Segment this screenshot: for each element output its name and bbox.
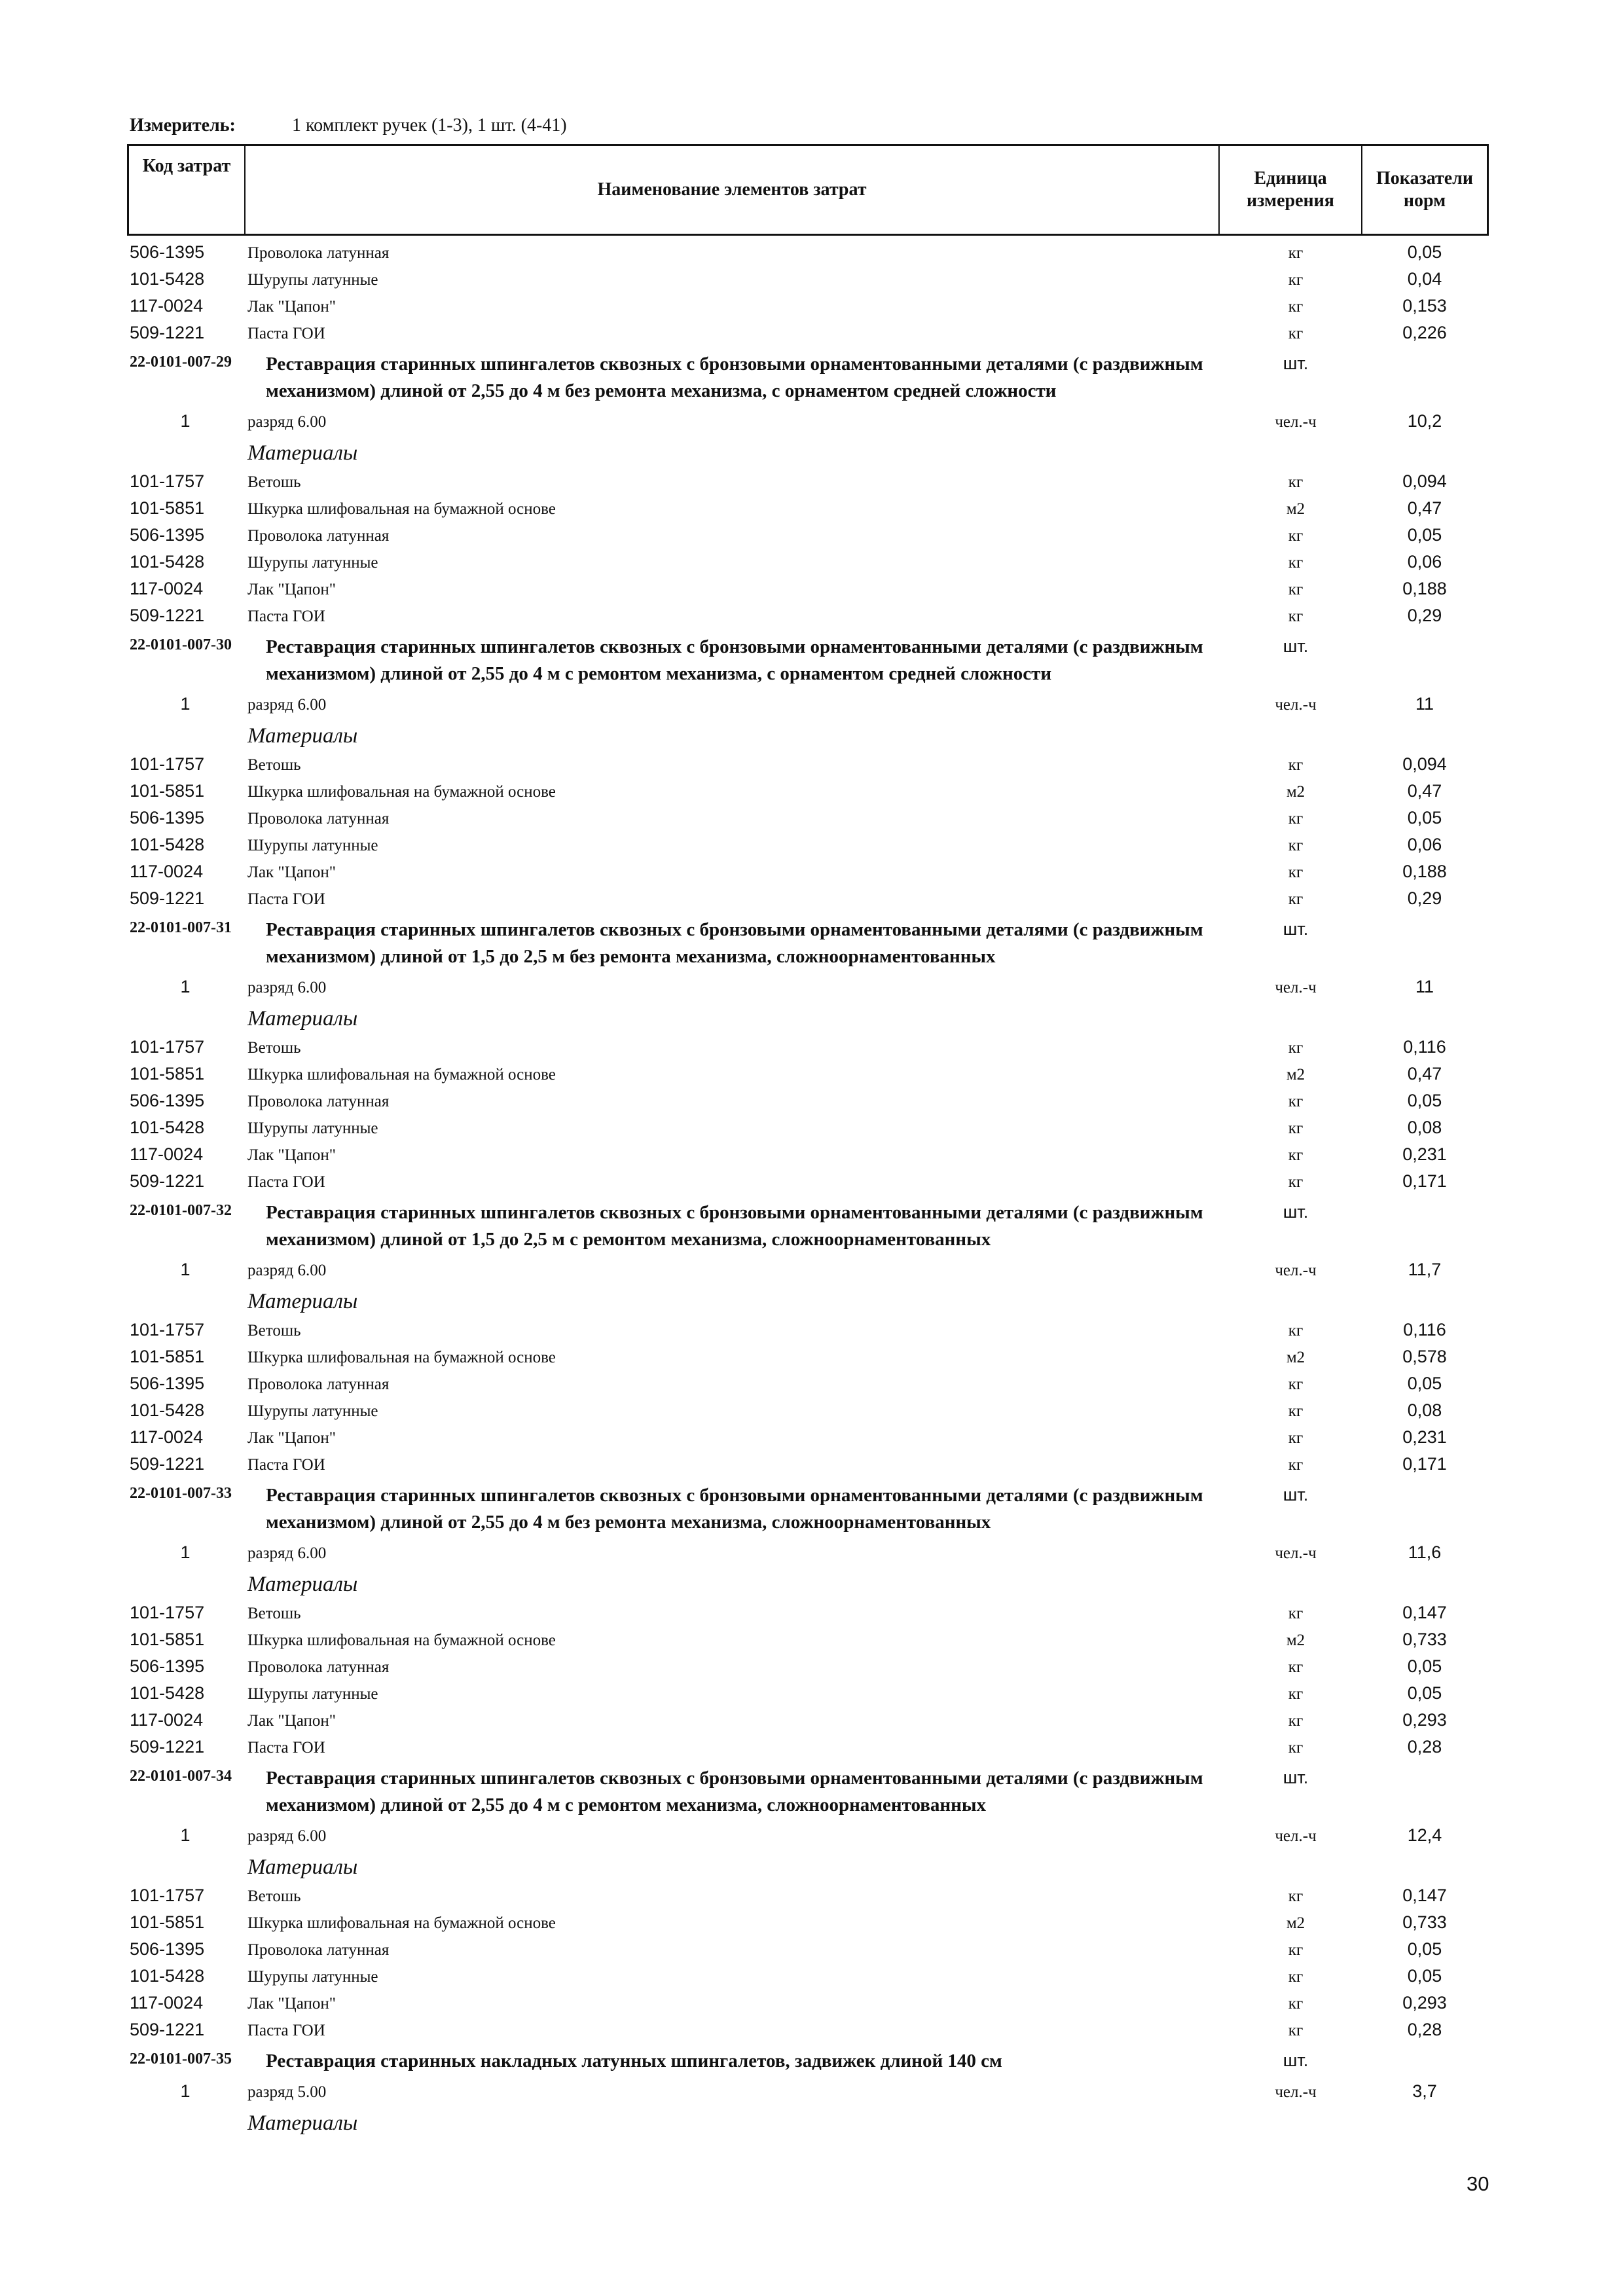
unit-cell: м2 <box>1286 1914 1305 1932</box>
element-name: разряд 6.00 <box>247 413 327 431</box>
cost-code: 509-1221 <box>130 2020 205 2039</box>
element-name: Проволока латунная <box>247 1658 390 1676</box>
table-row <box>127 1425 1489 1451</box>
measure-value: 1 комплект ручек (1-3), 1 шт. (4-41) <box>292 115 567 136</box>
norm-code: 22-0101-007-32 <box>130 1202 232 1219</box>
materials-subheader <box>127 437 1489 469</box>
table-row <box>127 240 1489 266</box>
element-name: Ветошь <box>247 1605 301 1622</box>
table-row <box>127 859 1489 886</box>
cost-code: 506-1395 <box>130 808 205 828</box>
table-row <box>127 2017 1489 2044</box>
norm-title: Реставрация старинных накладных латунных шпингалетов, задвижек длиной 140 см <box>266 2050 1002 2071</box>
element-name: Ветошь <box>247 1322 301 1339</box>
table-row <box>127 1963 1489 1990</box>
element-name: Ветошь <box>247 1887 301 1905</box>
table-row <box>127 778 1489 805</box>
cost-code: 1 <box>180 694 191 714</box>
unit-cell: чел.-ч <box>1275 2083 1317 2101</box>
cost-code: 509-1221 <box>130 888 205 908</box>
element-name: Шурупы латунные <box>247 271 378 289</box>
norm-value: 0,147 <box>1402 1886 1447 1905</box>
element-name: Паста ГОИ <box>247 890 325 908</box>
norm-unit: шт. <box>1283 1485 1309 1504</box>
element-name: Лак "Цапон" <box>247 1146 336 1164</box>
unit-cell: кг <box>1288 271 1304 289</box>
table-row <box>127 1937 1489 1963</box>
table-row <box>127 320 1489 347</box>
element-name: разряд 6.00 <box>247 979 327 996</box>
norm-value: 0,05 <box>1407 1939 1442 1959</box>
norm-code: 22-0101-007-30 <box>130 636 232 653</box>
element-name: разряд 5.00 <box>247 2083 327 2101</box>
table-row <box>127 752 1489 778</box>
cost-code: 101-1757 <box>130 754 205 774</box>
labor-row <box>127 1823 1489 1851</box>
cost-code: 506-1395 <box>130 1656 205 1676</box>
unit-cell: кг <box>1288 1322 1304 1339</box>
unit-cell: м2 <box>1286 1066 1305 1084</box>
unit-cell: м2 <box>1286 500 1305 518</box>
unit-cell: кг <box>1288 1712 1304 1730</box>
norm-title-row <box>127 2044 1489 2079</box>
norm-value: 12,4 <box>1407 1825 1442 1845</box>
table-row <box>127 1990 1489 2017</box>
table-row <box>127 1654 1489 1681</box>
norm-title-row <box>127 913 1489 974</box>
norm-unit: шт. <box>1283 1202 1309 1222</box>
page-number: 30 <box>1467 2172 1489 2195</box>
element-name: Проволока латунная <box>247 527 390 545</box>
table-row <box>127 1115 1489 1142</box>
cost-code: 509-1221 <box>130 1737 205 1757</box>
cost-code: 117-0024 <box>130 579 204 598</box>
unit-cell: кг <box>1288 2022 1304 2039</box>
header-unit: Единица измерения <box>1220 146 1362 234</box>
norm-value: 0,05 <box>1407 1091 1442 1110</box>
unit-cell: кг <box>1288 1376 1304 1393</box>
norm-unit: шт. <box>1283 1768 1309 1787</box>
unit-cell: кг <box>1288 1093 1304 1110</box>
unit-cell: кг <box>1288 1039 1304 1057</box>
cost-code: 117-0024 <box>130 1144 204 1164</box>
header-name: Наименование элементов затрат <box>246 146 1220 234</box>
cost-code: 117-0024 <box>130 1427 204 1447</box>
table-row <box>127 549 1489 576</box>
unit-cell: кг <box>1288 810 1304 828</box>
unit-cell: кг <box>1288 1429 1304 1447</box>
norm-value: 0,47 <box>1407 498 1442 518</box>
element-name: Шкурка шлифовальная на бумажной основе <box>247 500 556 518</box>
unit-cell: кг <box>1288 890 1304 908</box>
element-name: Ветошь <box>247 1039 301 1057</box>
norm-title: Реставрация старинных шпингалетов сквозных с бронзовыми орнаментованными деталями (с раздвижным механизмом) длиной от 1,5 до 2,5 м с ремонтом механизма, сложноорнаментованных <box>266 1202 1203 1250</box>
element-name: Лак "Цапон" <box>247 298 336 316</box>
cost-code: 117-0024 <box>130 862 204 881</box>
table-row <box>127 522 1489 549</box>
unit-cell: м2 <box>1286 783 1305 801</box>
cost-code: 101-5428 <box>130 552 205 572</box>
materials-subheader <box>127 1569 1489 1600</box>
norm-value: 0,226 <box>1402 323 1447 342</box>
cost-code: 1 <box>180 411 191 431</box>
materials-label: Материалы <box>247 2111 358 2135</box>
norm-title: Реставрация старинных шпингалетов сквозных с бронзовыми орнаментованными деталями (с раздвижным механизмом) длиной от 2,55 до 4 м с ремонтом механизма, с орнаментом средней сложности <box>266 636 1203 684</box>
table-row <box>127 1910 1489 1937</box>
cost-code: 509-1221 <box>130 1454 205 1474</box>
unit-cell: кг <box>1288 837 1304 854</box>
unit-cell: кг <box>1288 864 1304 881</box>
table-row <box>127 805 1489 832</box>
norm-value: 0,05 <box>1407 525 1442 545</box>
cost-code: 101-5851 <box>130 1912 205 1932</box>
cost-code: 506-1395 <box>130 525 205 545</box>
norm-title-row <box>127 630 1489 691</box>
norm-value: 0,05 <box>1407 1966 1442 1986</box>
element-name: Шурупы латунные <box>247 1120 378 1137</box>
cost-code: 101-1757 <box>130 1603 205 1622</box>
norm-value: 0,171 <box>1402 1454 1447 1474</box>
cost-code: 506-1395 <box>130 1091 205 1110</box>
table-row <box>127 1088 1489 1115</box>
unit-cell: чел.-ч <box>1275 1262 1317 1279</box>
cost-code: 101-5428 <box>130 1400 205 1420</box>
norm-code: 22-0101-007-33 <box>130 1485 232 1502</box>
materials-subheader <box>127 1851 1489 1883</box>
unit-cell: кг <box>1288 608 1304 625</box>
norm-value: 0,05 <box>1407 1374 1442 1393</box>
unit-cell: кг <box>1288 756 1304 774</box>
cost-code: 101-1757 <box>130 471 205 491</box>
unit-cell: кг <box>1288 1146 1304 1164</box>
table-row <box>127 1371 1489 1398</box>
norm-title-row <box>127 1478 1489 1540</box>
element-name: Ветошь <box>247 473 301 491</box>
table-row <box>127 1883 1489 1910</box>
element-name: разряд 6.00 <box>247 1544 327 1562</box>
norm-value: 0,47 <box>1407 1064 1442 1084</box>
element-name: Ветошь <box>247 756 301 774</box>
cost-code: 509-1221 <box>130 323 205 342</box>
table-row <box>127 469 1489 496</box>
unit-cell: чел.-ч <box>1275 413 1317 431</box>
norm-value: 11 <box>1415 694 1434 714</box>
materials-subheader <box>127 1286 1489 1317</box>
element-name: Паста ГОИ <box>247 608 325 625</box>
materials-label: Материалы <box>247 1573 358 1596</box>
table-row <box>127 1142 1489 1169</box>
norm-value: 0,188 <box>1402 862 1447 881</box>
table-row <box>127 1734 1489 1761</box>
norm-title-row <box>127 1761 1489 1823</box>
unit-cell: м2 <box>1286 1631 1305 1649</box>
norm-value: 0,116 <box>1403 1037 1446 1057</box>
norm-value: 3,7 <box>1412 2081 1437 2101</box>
element-name: Шурупы латунные <box>247 837 378 854</box>
element-name: Лак "Цапон" <box>247 864 336 881</box>
table-row <box>127 1451 1489 1478</box>
materials-label: Материалы <box>247 724 358 748</box>
norm-value: 0,05 <box>1407 1656 1442 1676</box>
unit-cell: кг <box>1288 1120 1304 1137</box>
norm-value: 0,06 <box>1407 552 1442 572</box>
cost-code: 101-5851 <box>130 498 205 518</box>
element-name: Шкурка шлифовальная на бумажной основе <box>247 1631 556 1649</box>
unit-cell: кг <box>1288 1887 1304 1905</box>
norm-value: 0,231 <box>1402 1144 1447 1164</box>
table-row <box>127 1344 1489 1371</box>
norm-unit: шт. <box>1283 636 1309 656</box>
element-name: Проволока латунная <box>247 244 390 262</box>
unit-cell: чел.-ч <box>1275 1544 1317 1562</box>
cost-code: 506-1395 <box>130 1374 205 1393</box>
element-name: Паста ГОИ <box>247 1739 325 1757</box>
table-row <box>127 266 1489 293</box>
norm-title: Реставрация старинных шпингалетов сквозных с бронзовыми орнаментованными деталями (с раздвижным механизмом) длиной от 2,55 до 4 м с ремонтом механизма, сложноорнаментованных <box>266 1768 1203 1815</box>
table-row <box>127 1627 1489 1654</box>
norm-value: 0,04 <box>1407 269 1442 289</box>
norm-value: 0,05 <box>1407 808 1442 828</box>
norm-value: 0,153 <box>1402 296 1447 316</box>
norm-value: 0,171 <box>1402 1171 1447 1191</box>
norm-value: 0,08 <box>1407 1118 1442 1137</box>
norm-value: 0,29 <box>1407 888 1442 908</box>
unit-cell: чел.-ч <box>1275 696 1317 714</box>
element-name: Шурупы латунные <box>247 1968 378 1986</box>
table-row <box>127 832 1489 859</box>
norm-value: 0,188 <box>1402 579 1447 598</box>
cost-code: 101-5428 <box>130 1118 205 1137</box>
norm-value: 0,28 <box>1407 2020 1442 2039</box>
norm-value: 0,733 <box>1402 1912 1447 1932</box>
unit-cell: кг <box>1288 1685 1304 1703</box>
unit-cell: кг <box>1288 244 1304 262</box>
unit-cell: кг <box>1288 1968 1304 1986</box>
element-name: Проволока латунная <box>247 1941 390 1959</box>
element-name: разряд 6.00 <box>247 1262 327 1279</box>
measure-label: Измеритель: <box>130 115 236 136</box>
cost-code: 117-0024 <box>130 1710 204 1730</box>
element-name: Шурупы латунные <box>247 1685 378 1703</box>
unit-cell: кг <box>1288 1739 1304 1757</box>
table-row <box>127 603 1489 630</box>
norm-value: 0,094 <box>1402 754 1447 774</box>
norm-title-row <box>127 1195 1489 1257</box>
unit-cell: кг <box>1288 1456 1304 1474</box>
norm-value: 0,29 <box>1407 606 1442 625</box>
header-value: Показатели норм <box>1376 168 1474 211</box>
cost-code: 1 <box>180 1825 191 1845</box>
unit-cell: кг <box>1288 1995 1304 2013</box>
element-name: разряд 6.00 <box>247 1827 327 1845</box>
norm-value: 0,06 <box>1407 835 1442 854</box>
element-name: Проволока латунная <box>247 810 390 828</box>
norm-value: 0,116 <box>1403 1320 1446 1339</box>
cost-code: 101-1757 <box>130 1320 205 1339</box>
element-name: Паста ГОИ <box>247 325 325 342</box>
norm-value: 0,28 <box>1407 1737 1442 1757</box>
table-row <box>127 1681 1489 1707</box>
unit-cell: кг <box>1288 1173 1304 1191</box>
norm-value: 11,6 <box>1408 1542 1442 1562</box>
element-name: Проволока латунная <box>247 1093 390 1110</box>
element-name: Лак "Цапон" <box>247 581 336 598</box>
unit-cell: кг <box>1288 527 1304 545</box>
cost-code: 117-0024 <box>130 1993 204 2013</box>
labor-row <box>127 974 1489 1003</box>
table-row <box>127 496 1489 522</box>
cost-code: 1 <box>180 1260 191 1279</box>
unit-cell: кг <box>1288 1941 1304 1959</box>
cost-code: 509-1221 <box>130 1171 205 1191</box>
norm-value: 0,05 <box>1407 242 1442 262</box>
cost-code: 101-5851 <box>130 1064 205 1084</box>
materials-subheader <box>127 2107 1489 2139</box>
unit-cell: чел.-ч <box>1275 979 1317 996</box>
cost-code: 117-0024 <box>130 296 204 316</box>
norm-value: 0,231 <box>1402 1427 1447 1447</box>
norm-value: 0,47 <box>1407 781 1442 801</box>
norm-value: 0,05 <box>1407 1683 1442 1703</box>
cost-code: 1 <box>180 1542 191 1562</box>
norm-unit: шт. <box>1283 919 1309 939</box>
table-body <box>127 240 1489 2139</box>
cost-code: 101-5428 <box>130 1966 205 1986</box>
element-name: Паста ГОИ <box>247 2022 325 2039</box>
norm-title-row <box>127 347 1489 409</box>
norm-title: Реставрация старинных шпингалетов сквозных с бронзовыми орнаментованными деталями (с раздвижным механизмом) длиной от 2,55 до 4 м без ремонта механизма, сложноорнаментованных <box>266 1485 1203 1533</box>
table-row <box>127 576 1489 603</box>
element-name: Шурупы латунные <box>247 554 378 572</box>
element-name: Паста ГОИ <box>247 1456 325 1474</box>
cost-code: 101-5851 <box>130 1630 205 1649</box>
norm-value: 11 <box>1415 977 1434 996</box>
element-name: Паста ГОИ <box>247 1173 325 1191</box>
materials-label: Материалы <box>247 1007 358 1030</box>
unit-cell: кг <box>1288 325 1304 342</box>
norm-value: 0,293 <box>1402 1993 1447 2013</box>
norm-title: Реставрация старинных шпингалетов сквозных с бронзовыми орнаментованными деталями (с раздвижным механизмом) длиной от 2,55 до 4 м без ремонта механизма, с орнаментом средней сложности <box>266 354 1203 401</box>
norm-value: 0,08 <box>1407 1400 1442 1420</box>
norm-value: 0,147 <box>1402 1603 1447 1622</box>
labor-row <box>127 691 1489 720</box>
unit-cell: м2 <box>1286 1349 1305 1366</box>
unit-cell: кг <box>1288 1658 1304 1676</box>
table-row <box>127 1398 1489 1425</box>
element-name: Лак "Цапон" <box>247 1995 336 2013</box>
norm-value: 0,733 <box>1402 1630 1447 1649</box>
table-row <box>127 886 1489 913</box>
element-name: Проволока латунная <box>247 1376 390 1393</box>
labor-row <box>127 1540 1489 1569</box>
norm-value: 0,578 <box>1402 1347 1447 1366</box>
table-row <box>127 1034 1489 1061</box>
cost-code: 506-1395 <box>130 242 205 262</box>
element-name: разряд 6.00 <box>247 696 327 714</box>
norm-value: 0,094 <box>1402 471 1447 491</box>
element-name: Лак "Цапон" <box>247 1429 336 1447</box>
cost-code: 509-1221 <box>130 606 205 625</box>
unit-cell: кг <box>1288 581 1304 598</box>
element-name: Шкурка шлифовальная на бумажной основе <box>247 783 556 801</box>
cost-code: 101-5428 <box>130 835 205 854</box>
element-name: Шкурка шлифовальная на бумажной основе <box>247 1914 556 1932</box>
table-row <box>127 1317 1489 1344</box>
materials-label: Материалы <box>247 441 358 465</box>
labor-row <box>127 409 1489 437</box>
labor-row <box>127 1257 1489 1286</box>
cost-code: 1 <box>180 2081 191 2101</box>
unit-cell: кг <box>1288 554 1304 572</box>
norm-value: 0,293 <box>1402 1710 1447 1730</box>
element-name: Шкурка шлифовальная на бумажной основе <box>247 1349 556 1366</box>
table-header <box>127 144 1489 236</box>
materials-subheader <box>127 1003 1489 1034</box>
unit-cell: кг <box>1288 473 1304 491</box>
unit-cell: чел.-ч <box>1275 1827 1317 1845</box>
norm-code: 22-0101-007-35 <box>130 2050 232 2068</box>
materials-label: Материалы <box>247 1855 358 1879</box>
norm-value: 10,2 <box>1407 411 1442 431</box>
materials-subheader <box>127 720 1489 752</box>
cost-code: 101-1757 <box>130 1037 205 1057</box>
norm-unit: шт. <box>1283 2050 1309 2070</box>
unit-cell: кг <box>1288 1402 1304 1420</box>
norm-value: 11,7 <box>1408 1260 1442 1279</box>
unit-cell: кг <box>1288 298 1304 316</box>
element-name: Лак "Цапон" <box>247 1712 336 1730</box>
norm-code: 22-0101-007-31 <box>130 919 232 936</box>
cost-code: 101-5428 <box>130 1683 205 1703</box>
table-row <box>127 293 1489 320</box>
cost-code: 101-1757 <box>130 1886 205 1905</box>
cost-code: 101-5851 <box>130 781 205 801</box>
table-row <box>127 1707 1489 1734</box>
norm-title: Реставрация старинных шпингалетов сквозных с бронзовыми орнаментованными деталями (с раздвижным механизмом) длиной от 1,5 до 2,5 м без ремонта механизма, сложноорнаментованных <box>266 919 1203 967</box>
labor-row <box>127 2079 1489 2107</box>
table-row <box>127 1061 1489 1088</box>
element-name: Шурупы латунные <box>247 1402 378 1420</box>
unit-cell: кг <box>1288 1605 1304 1622</box>
materials-label: Материалы <box>247 1290 358 1313</box>
header-code: Код затрат <box>129 146 246 234</box>
cost-code: 101-5851 <box>130 1347 205 1366</box>
element-name: Шкурка шлифовальная на бумажной основе <box>247 1066 556 1084</box>
table-row <box>127 1600 1489 1627</box>
cost-code: 506-1395 <box>130 1939 205 1959</box>
measure-line <box>130 115 567 136</box>
norm-unit: шт. <box>1283 354 1309 373</box>
cost-code: 101-5428 <box>130 269 205 289</box>
cost-code: 1 <box>180 977 191 996</box>
norm-code: 22-0101-007-34 <box>130 1768 232 1785</box>
table-row <box>127 1169 1489 1195</box>
norm-code: 22-0101-007-29 <box>130 354 232 371</box>
